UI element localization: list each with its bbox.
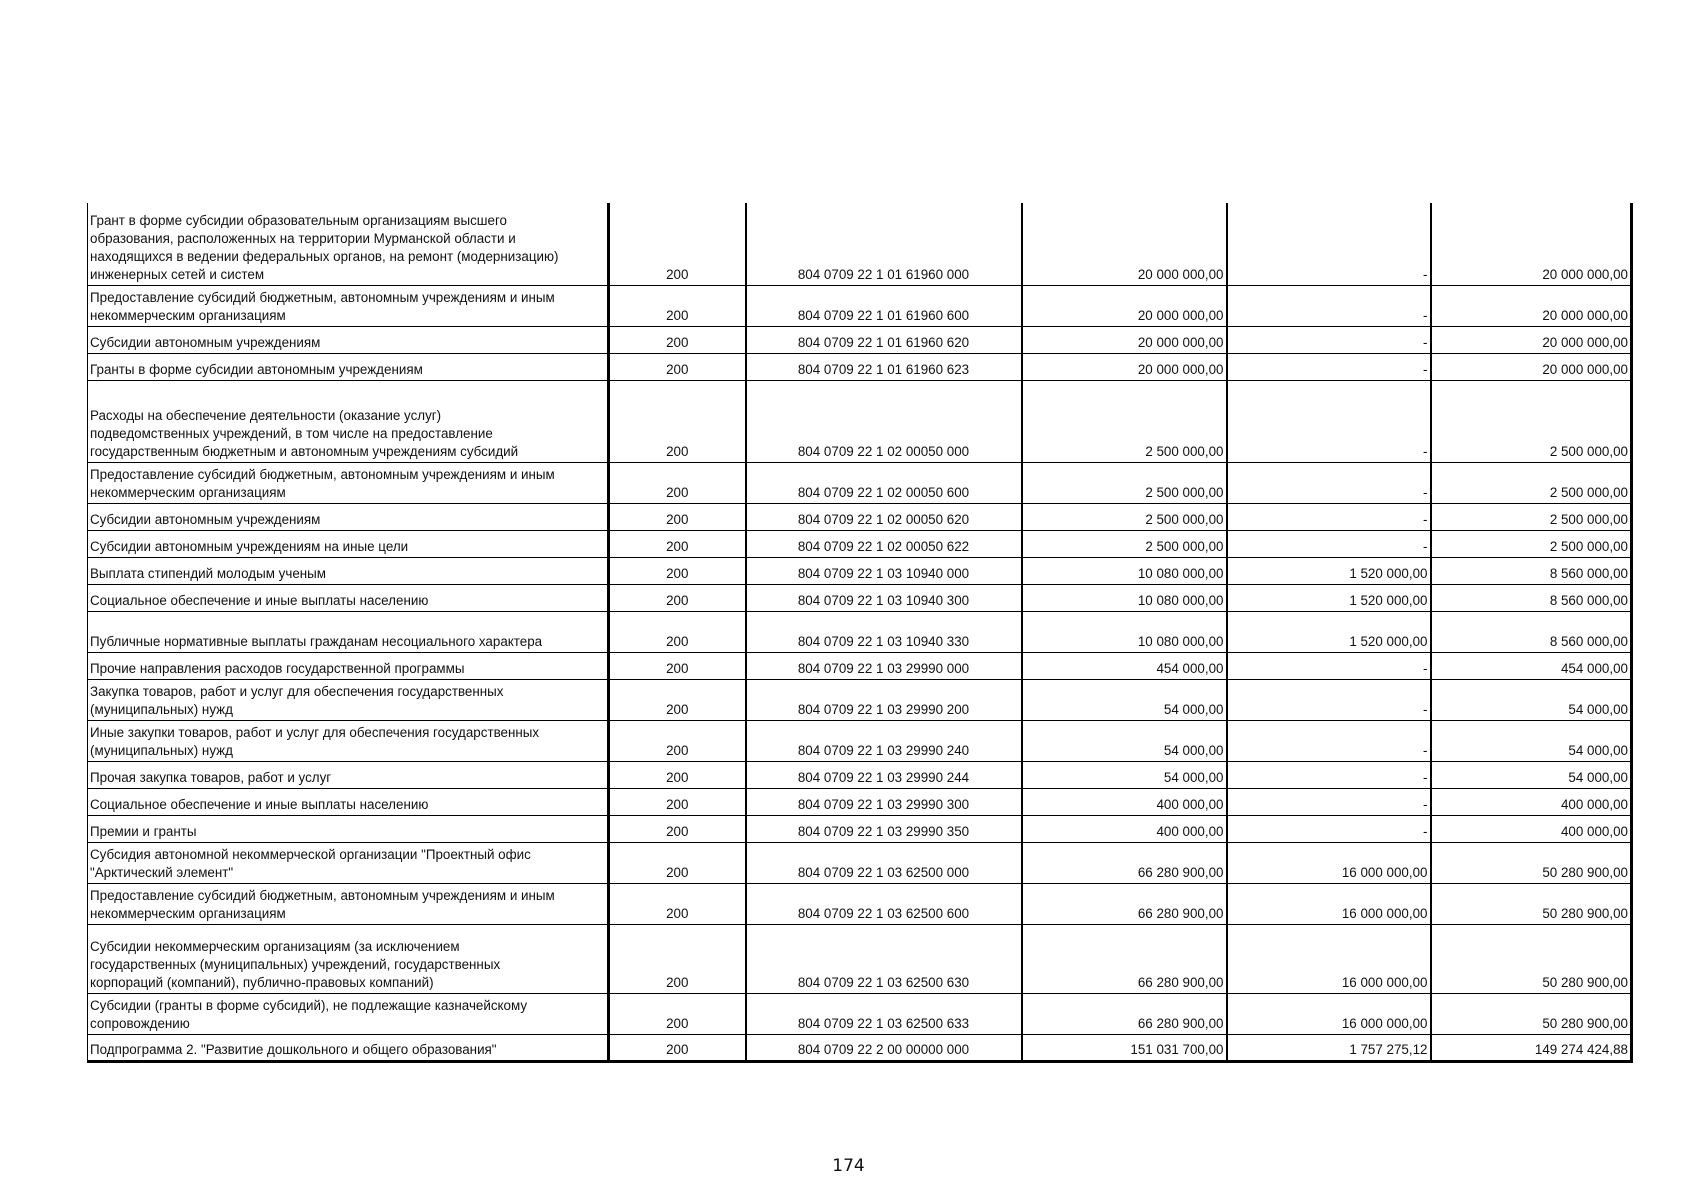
table-row xyxy=(88,993,1632,1034)
approved-amount-cell: 66 280 900,00 xyxy=(1022,842,1227,883)
executed-amount-cell: - xyxy=(1227,720,1431,761)
approved-amount-cell: 66 280 900,00 xyxy=(1022,883,1227,924)
remaining-amount-cell: 8 560 000,00 xyxy=(1431,611,1632,652)
approved-amount-cell: 66 280 900,00 xyxy=(1022,924,1227,993)
executed-amount-cell: - xyxy=(1227,530,1431,557)
admin-code-cell: 200 xyxy=(609,720,746,761)
expense-name-cell: Грант в форме субсидии образовательным организациям высшего образования, расположенных на территории Мурманской области и находящихся в ведении федеральных органов, на ремонт (модернизацию) инженерных сетей и систем xyxy=(88,203,609,285)
table-row xyxy=(88,203,1632,285)
expense-name-cell: Социальное обеспечение и иные выплаты населению xyxy=(88,584,609,611)
remaining-amount-cell: 8 560 000,00 xyxy=(1431,584,1632,611)
admin-code-cell: 200 xyxy=(609,1034,746,1061)
classification-code-cell: 804 0709 22 1 03 29990 000 xyxy=(746,652,1022,679)
approved-amount-cell: 2 500 000,00 xyxy=(1022,503,1227,530)
table-row xyxy=(88,652,1632,679)
remaining-amount-cell: 20 000 000,00 xyxy=(1431,203,1632,285)
remaining-amount-cell: 20 000 000,00 xyxy=(1431,353,1632,380)
remaining-amount-cell: 2 500 000,00 xyxy=(1431,503,1632,530)
executed-amount-cell: 1 520 000,00 xyxy=(1227,584,1431,611)
executed-amount-cell: - xyxy=(1227,679,1431,720)
expense-name-cell: Закупка товаров, работ и услуг для обеспечения государственных (муниципальных) нужд xyxy=(88,679,609,720)
admin-code-cell: 200 xyxy=(609,993,746,1034)
executed-amount-cell: 1 757 275,12 xyxy=(1227,1034,1431,1061)
remaining-amount-cell: 20 000 000,00 xyxy=(1431,326,1632,353)
remaining-amount-cell: 50 280 900,00 xyxy=(1431,883,1632,924)
classification-code-cell: 804 0709 22 1 03 62500 633 xyxy=(746,993,1022,1034)
executed-amount-cell: 1 520 000,00 xyxy=(1227,611,1431,652)
classification-code-cell: 804 0709 22 1 03 29990 244 xyxy=(746,761,1022,788)
admin-code-cell: 200 xyxy=(609,842,746,883)
admin-code-cell: 200 xyxy=(609,462,746,503)
table-row xyxy=(88,924,1632,993)
executed-amount-cell: - xyxy=(1227,815,1431,842)
admin-code-cell: 200 xyxy=(609,815,746,842)
remaining-amount-cell: 54 000,00 xyxy=(1431,720,1632,761)
table-row xyxy=(88,503,1632,530)
approved-amount-cell: 2 500 000,00 xyxy=(1022,462,1227,503)
admin-code-cell: 200 xyxy=(609,557,746,584)
expense-name-cell: Предоставление субсидий бюджетным, автономным учреждениям и иным некоммерческим организациям xyxy=(88,285,609,326)
remaining-amount-cell: 50 280 900,00 xyxy=(1431,993,1632,1034)
table-row xyxy=(88,584,1632,611)
classification-code-cell: 804 0709 22 1 03 29990 300 xyxy=(746,788,1022,815)
approved-amount-cell: 10 080 000,00 xyxy=(1022,611,1227,652)
remaining-amount-cell: 2 500 000,00 xyxy=(1431,530,1632,557)
admin-code-cell: 200 xyxy=(609,530,746,557)
approved-amount-cell: 54 000,00 xyxy=(1022,679,1227,720)
remaining-amount-cell: 54 000,00 xyxy=(1431,761,1632,788)
table-row xyxy=(88,353,1632,380)
budget-execution-table xyxy=(87,203,1633,1063)
classification-code-cell: 804 0709 22 1 03 10940 300 xyxy=(746,584,1022,611)
expense-name-cell: Иные закупки товаров, работ и услуг для обеспечения государственных (муниципальных) нужд xyxy=(88,720,609,761)
expense-name-cell: Субсидия автономной некоммерческой организации "Проектный офис "Арктический элемент" xyxy=(88,842,609,883)
expense-name-cell: Предоставление субсидий бюджетным, автономным учреждениям и иным некоммерческим организациям xyxy=(88,462,609,503)
table-row xyxy=(88,462,1632,503)
remaining-amount-cell: 50 280 900,00 xyxy=(1431,842,1632,883)
admin-code-cell: 200 xyxy=(609,584,746,611)
executed-amount-cell: 16 000 000,00 xyxy=(1227,924,1431,993)
expense-name-cell: Субсидии автономным учреждениям на иные цели xyxy=(88,530,609,557)
table-row xyxy=(88,380,1632,462)
executed-amount-cell: 16 000 000,00 xyxy=(1227,842,1431,883)
admin-code-cell: 200 xyxy=(609,326,746,353)
table-row xyxy=(88,679,1632,720)
expense-name-cell: Прочая закупка товаров, работ и услуг xyxy=(88,761,609,788)
classification-code-cell: 804 0709 22 1 02 00050 622 xyxy=(746,530,1022,557)
approved-amount-cell: 2 500 000,00 xyxy=(1022,380,1227,462)
table-row xyxy=(88,842,1632,883)
remaining-amount-cell: 2 500 000,00 xyxy=(1431,462,1632,503)
admin-code-cell: 200 xyxy=(609,503,746,530)
approved-amount-cell: 400 000,00 xyxy=(1022,815,1227,842)
expense-name-cell: Субсидии автономным учреждениям xyxy=(88,326,609,353)
executed-amount-cell: 16 000 000,00 xyxy=(1227,993,1431,1034)
remaining-amount-cell: 400 000,00 xyxy=(1431,788,1632,815)
expense-name-cell: Выплата стипендий молодым ученым xyxy=(88,557,609,584)
classification-code-cell: 804 0709 22 1 03 10940 330 xyxy=(746,611,1022,652)
table-row xyxy=(88,815,1632,842)
executed-amount-cell: - xyxy=(1227,353,1431,380)
expense-name-cell: Субсидии некоммерческим организациям (за исключением государственных (муниципальных) учреждений, государственных корпораций (компаний), публично-правовых компаний) xyxy=(88,924,609,993)
approved-amount-cell: 10 080 000,00 xyxy=(1022,584,1227,611)
classification-code-cell: 804 0709 22 2 00 00000 000 xyxy=(746,1034,1022,1061)
table-row xyxy=(88,788,1632,815)
executed-amount-cell: 1 520 000,00 xyxy=(1227,557,1431,584)
expense-name-cell: Прочие направления расходов государственной программы xyxy=(88,652,609,679)
classification-code-cell: 804 0709 22 1 03 29990 240 xyxy=(746,720,1022,761)
executed-amount-cell: - xyxy=(1227,503,1431,530)
approved-amount-cell: 20 000 000,00 xyxy=(1022,203,1227,285)
classification-code-cell: 804 0709 22 1 02 00050 000 xyxy=(746,380,1022,462)
remaining-amount-cell: 2 500 000,00 xyxy=(1431,380,1632,462)
classification-code-cell: 804 0709 22 1 01 61960 600 xyxy=(746,285,1022,326)
remaining-amount-cell: 20 000 000,00 xyxy=(1431,285,1632,326)
classification-code-cell: 804 0709 22 1 03 62500 000 xyxy=(746,842,1022,883)
executed-amount-cell: - xyxy=(1227,761,1431,788)
table-row xyxy=(88,285,1632,326)
remaining-amount-cell: 149 274 424,88 xyxy=(1431,1034,1632,1061)
approved-amount-cell: 66 280 900,00 xyxy=(1022,993,1227,1034)
classification-code-cell: 804 0709 22 1 01 61960 620 xyxy=(746,326,1022,353)
admin-code-cell: 200 xyxy=(609,679,746,720)
expense-name-cell: Субсидии автономным учреждениям xyxy=(88,503,609,530)
expense-name-cell: Расходы на обеспечение деятельности (оказание услуг) подведомственных учреждений, в том числе на предоставление государственным бюджетным и автономным учреждениям субсидий xyxy=(88,380,609,462)
page-number: 174 xyxy=(832,1156,865,1176)
executed-amount-cell: - xyxy=(1227,285,1431,326)
table-row xyxy=(88,611,1632,652)
expense-name-cell: Премии и гранты xyxy=(88,815,609,842)
table-row xyxy=(88,557,1632,584)
remaining-amount-cell: 50 280 900,00 xyxy=(1431,924,1632,993)
remaining-amount-cell: 400 000,00 xyxy=(1431,815,1632,842)
approved-amount-cell: 20 000 000,00 xyxy=(1022,353,1227,380)
admin-code-cell: 200 xyxy=(609,652,746,679)
classification-code-cell: 804 0709 22 1 01 61960 000 xyxy=(746,203,1022,285)
remaining-amount-cell: 8 560 000,00 xyxy=(1431,557,1632,584)
classification-code-cell: 804 0709 22 1 02 00050 600 xyxy=(746,462,1022,503)
table-row xyxy=(88,883,1632,924)
classification-code-cell: 804 0709 22 1 02 00050 620 xyxy=(746,503,1022,530)
classification-code-cell: 804 0709 22 1 01 61960 623 xyxy=(746,353,1022,380)
table-row xyxy=(88,720,1632,761)
admin-code-cell: 200 xyxy=(609,285,746,326)
table-row xyxy=(88,1034,1632,1061)
classification-code-cell: 804 0709 22 1 03 29990 350 xyxy=(746,815,1022,842)
table-row xyxy=(88,530,1632,557)
expense-name-cell: Гранты в форме субсидии автономным учреждениям xyxy=(88,353,609,380)
classification-code-cell: 804 0709 22 1 03 62500 630 xyxy=(746,924,1022,993)
expense-name-cell: Предоставление субсидий бюджетным, автономным учреждениям и иным некоммерческим организациям xyxy=(88,883,609,924)
expense-name-cell: Публичные нормативные выплаты гражданам несоциального характера xyxy=(88,611,609,652)
table-row xyxy=(88,761,1632,788)
admin-code-cell: 200 xyxy=(609,611,746,652)
expense-name-cell: Социальное обеспечение и иные выплаты населению xyxy=(88,788,609,815)
classification-code-cell: 804 0709 22 1 03 29990 200 xyxy=(746,679,1022,720)
executed-amount-cell: - xyxy=(1227,652,1431,679)
executed-amount-cell: - xyxy=(1227,788,1431,815)
admin-code-cell: 200 xyxy=(609,203,746,285)
approved-amount-cell: 10 080 000,00 xyxy=(1022,557,1227,584)
executed-amount-cell: - xyxy=(1227,462,1431,503)
admin-code-cell: 200 xyxy=(609,924,746,993)
classification-code-cell: 804 0709 22 1 03 62500 600 xyxy=(746,883,1022,924)
admin-code-cell: 200 xyxy=(609,883,746,924)
executed-amount-cell: 16 000 000,00 xyxy=(1227,883,1431,924)
admin-code-cell: 200 xyxy=(609,353,746,380)
admin-code-cell: 200 xyxy=(609,788,746,815)
approved-amount-cell: 400 000,00 xyxy=(1022,788,1227,815)
admin-code-cell: 200 xyxy=(609,380,746,462)
executed-amount-cell: - xyxy=(1227,203,1431,285)
approved-amount-cell: 454 000,00 xyxy=(1022,652,1227,679)
executed-amount-cell: - xyxy=(1227,380,1431,462)
executed-amount-cell: - xyxy=(1227,326,1431,353)
expense-name-cell: Подпрограмма 2. "Развитие дошкольного и общего образования" xyxy=(88,1034,609,1061)
remaining-amount-cell: 454 000,00 xyxy=(1431,652,1632,679)
approved-amount-cell: 151 031 700,00 xyxy=(1022,1034,1227,1061)
table-row xyxy=(88,326,1632,353)
classification-code-cell: 804 0709 22 1 03 10940 000 xyxy=(746,557,1022,584)
approved-amount-cell: 20 000 000,00 xyxy=(1022,326,1227,353)
remaining-amount-cell: 54 000,00 xyxy=(1431,679,1632,720)
approved-amount-cell: 20 000 000,00 xyxy=(1022,285,1227,326)
approved-amount-cell: 2 500 000,00 xyxy=(1022,530,1227,557)
approved-amount-cell: 54 000,00 xyxy=(1022,761,1227,788)
expense-name-cell: Субсидии (гранты в форме субсидий), не подлежащие казначейскому сопровождению xyxy=(88,993,609,1034)
table-body xyxy=(88,203,1632,1061)
approved-amount-cell: 54 000,00 xyxy=(1022,720,1227,761)
admin-code-cell: 200 xyxy=(609,761,746,788)
